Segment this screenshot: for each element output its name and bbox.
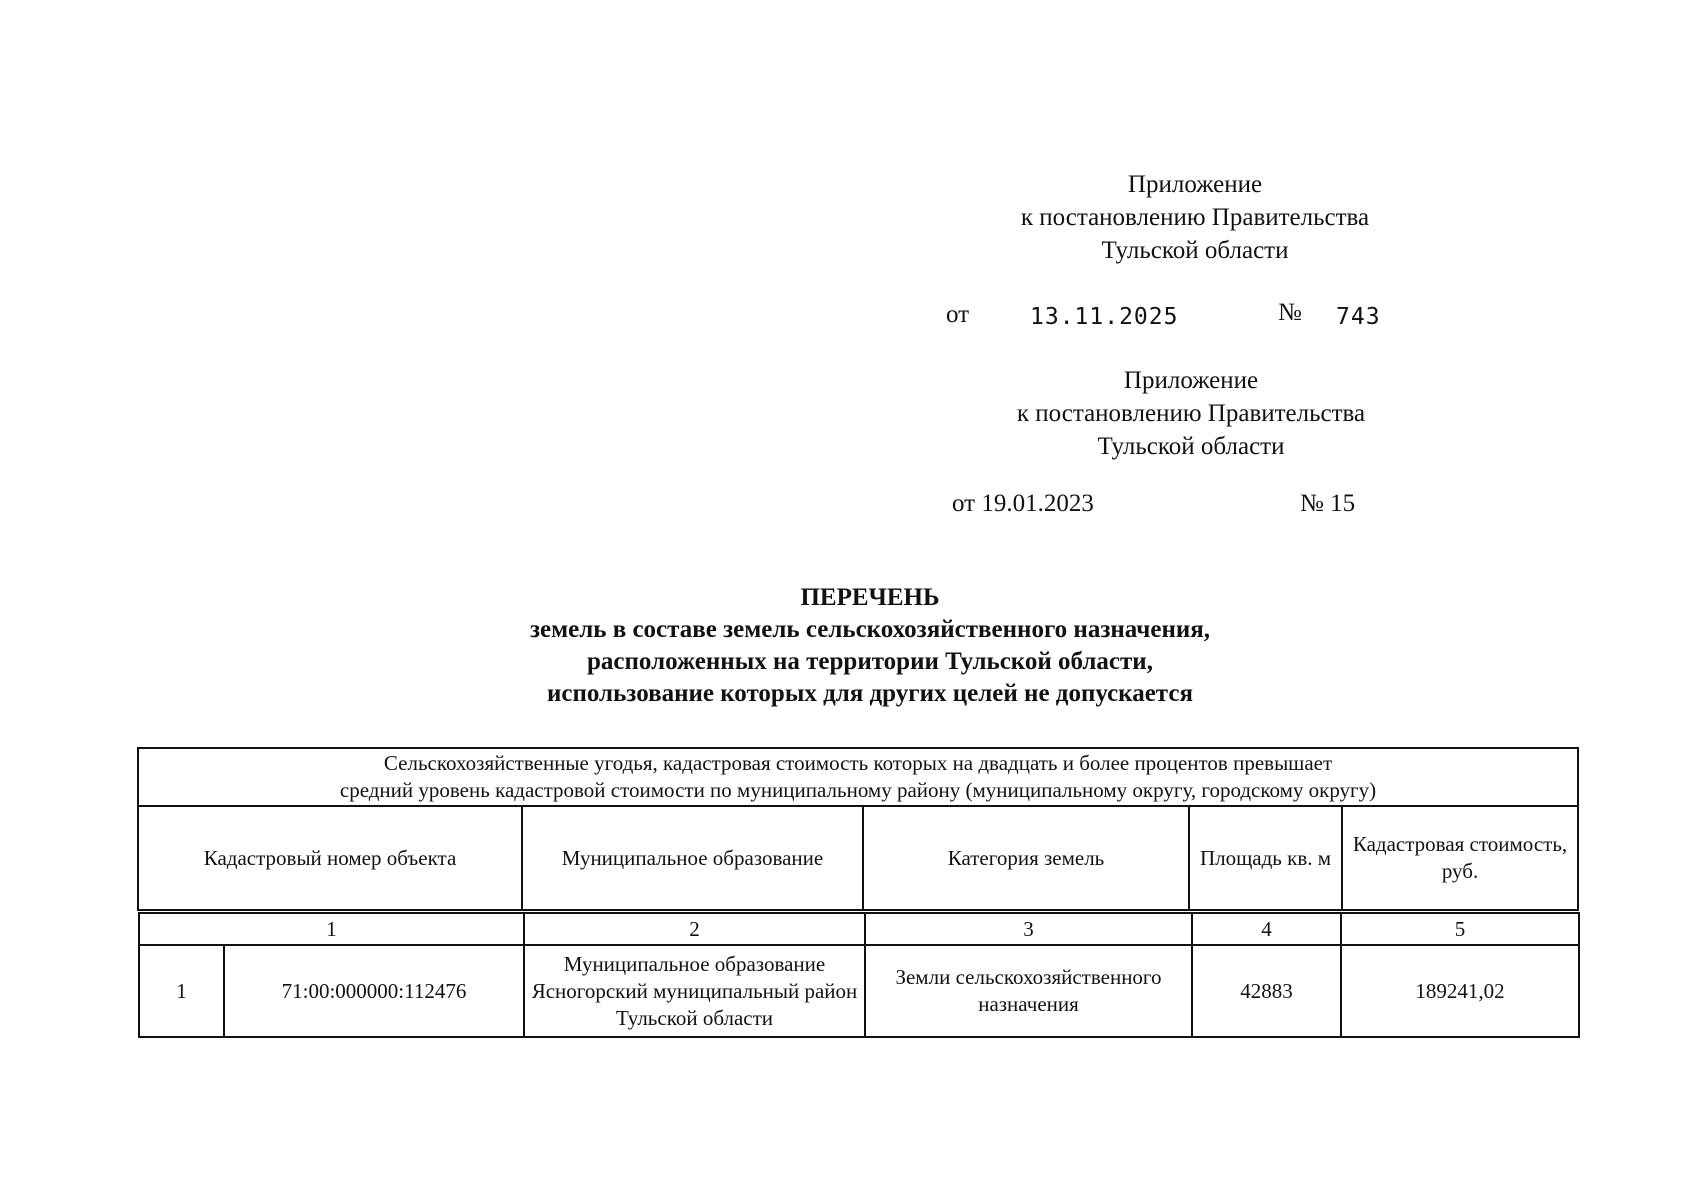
- appendix-region-line: Тульской области: [1097, 433, 1285, 460]
- appendix-header-old: [956, 364, 1426, 463]
- section-header-cell: [138, 748, 1578, 806]
- column-header: Кадастровая стоимость, руб.: [1342, 806, 1578, 910]
- column-number: 4: [1192, 913, 1341, 945]
- appendix-resolution-line: к постановлению Правительства: [1016, 400, 1366, 427]
- cadastral-number-cell: 71:00:000000:112476: [224, 945, 524, 1037]
- land-list-table-body: [138, 912, 1580, 1038]
- appendix-region-line: Тульской области: [1101, 237, 1289, 264]
- column-number-row: [139, 913, 1579, 945]
- appendix-label: Приложение: [1127, 171, 1263, 198]
- row-index: 1: [139, 945, 224, 1037]
- appendix-resolution-line: к постановлению Правительства: [1020, 204, 1370, 231]
- column-header: Площадь кв. м: [1189, 806, 1342, 910]
- municipality-cell: Муниципальное образование Ясногорский муниципальный район Тульской области: [524, 945, 865, 1037]
- original-resolution-date: от 19.01.2023: [952, 490, 1094, 517]
- column-number: 1: [139, 913, 524, 945]
- number-sign: №: [1278, 299, 1302, 326]
- document-title: [380, 582, 1360, 710]
- column-number: 3: [865, 913, 1192, 945]
- title-subline: использование которых для других целей не допускается: [546, 680, 1194, 707]
- original-resolution-number: № 15: [1300, 490, 1356, 517]
- column-number: 5: [1341, 913, 1579, 945]
- column-header: Кадастровый номер объекта: [138, 806, 522, 910]
- section-header-row: [138, 748, 1578, 806]
- section-header-line: Сельскохозяйственные угодья, кадастровая стоимость которых на двадцать и более процентов превышает: [383, 751, 1333, 775]
- column-number: 2: [524, 913, 865, 945]
- table-row: [139, 945, 1579, 1037]
- column-header-row: [138, 806, 1578, 910]
- section-header-line: средний уровень кадастровой стоимости по муниципальному району (муниципальному округу, городскому округу): [339, 778, 1377, 802]
- land-list-table-header: [137, 747, 1579, 911]
- title-heading: ПЕРЕЧЕНЬ: [800, 584, 940, 611]
- title-subline: расположенных на территории Тульской области,: [587, 648, 1153, 675]
- title-subline: земель в составе земель сельскохозяйственного назначения,: [529, 616, 1211, 643]
- appendix-label: Приложение: [1123, 367, 1259, 394]
- appendix-header-new: [960, 168, 1430, 267]
- cadastral-value-cell: 189241,02: [1341, 945, 1579, 1037]
- column-header: Категория земель: [863, 806, 1189, 910]
- land-category-cell: Земли сельскохозяйственного назначения: [865, 945, 1192, 1037]
- resolution-date-stamp: 13.11.2025: [1030, 304, 1179, 330]
- resolution-number-stamp: 743: [1336, 304, 1381, 330]
- column-header: Муниципальное образование: [522, 806, 863, 910]
- date-prefix: от: [946, 301, 970, 328]
- area-cell: 42883: [1192, 945, 1341, 1037]
